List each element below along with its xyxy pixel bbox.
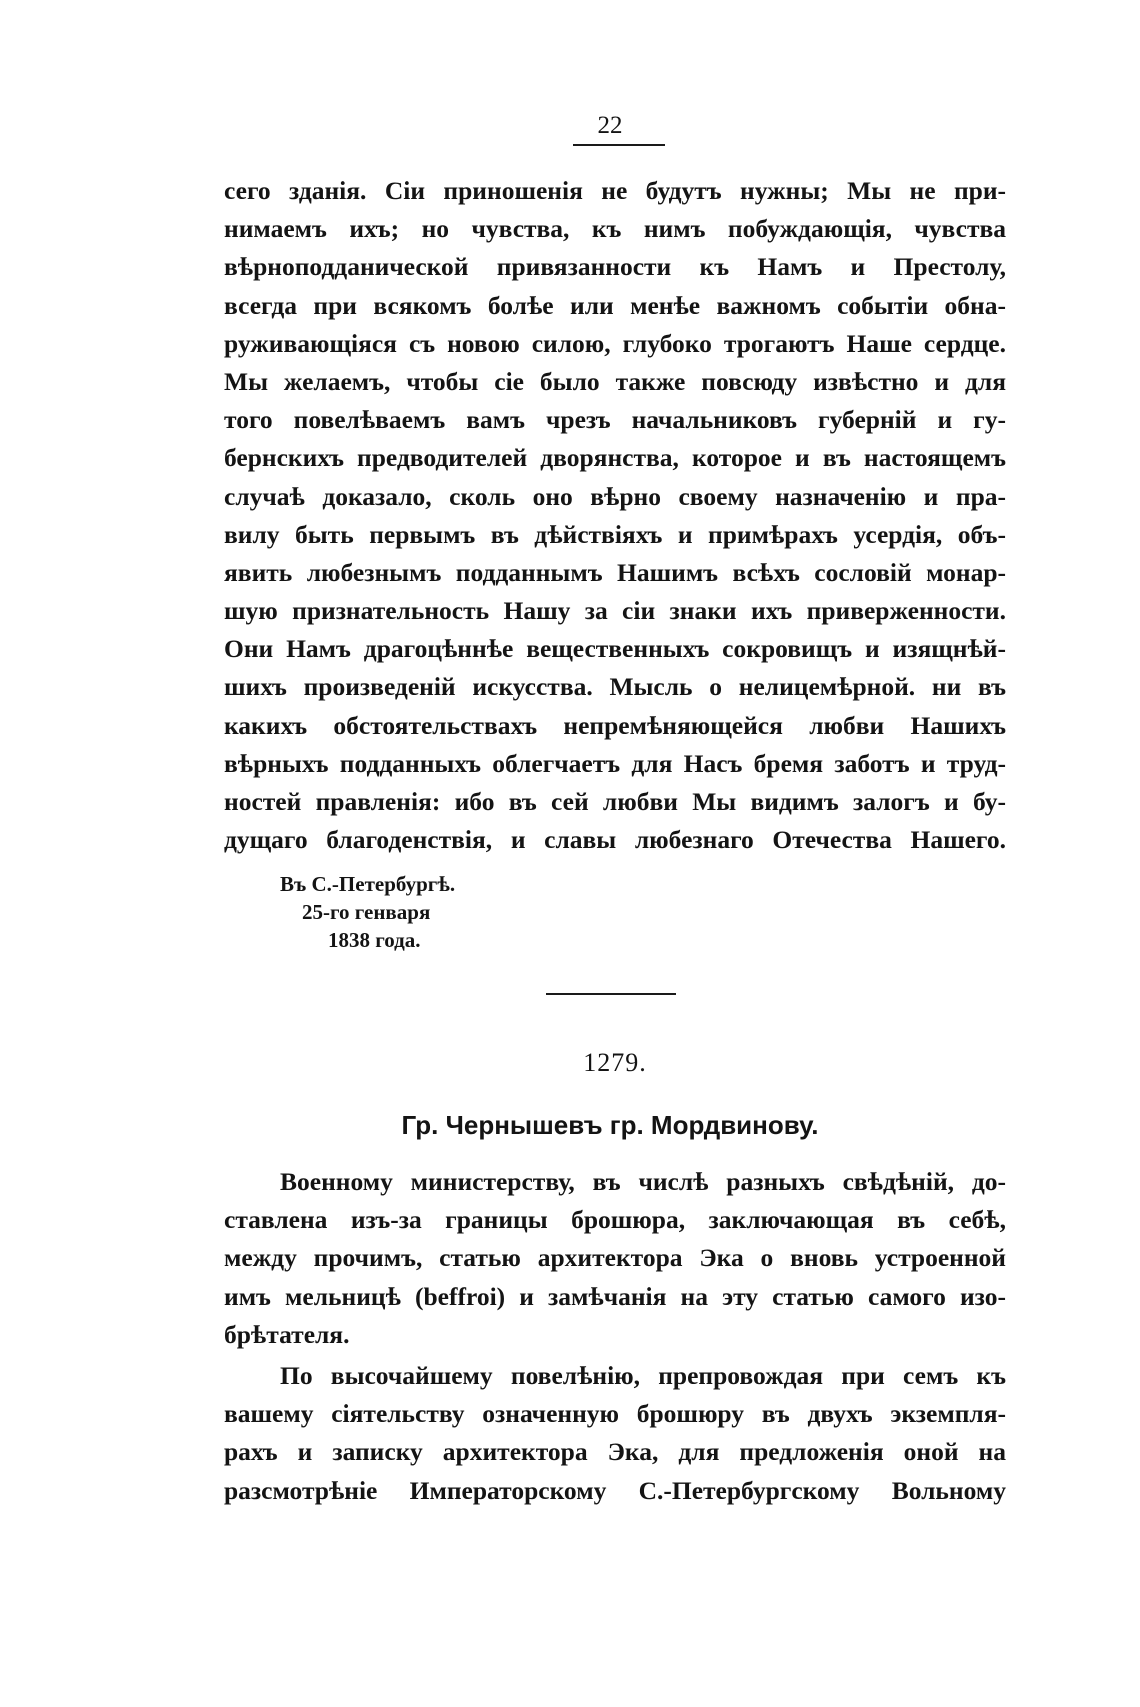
text-line: Они Намъ драгоцѣннѣе вещественныхъ сокровищъ и изящнѣй- bbox=[224, 634, 1006, 664]
text-line: явить любезнымъ подданнымъ Нашимъ всѣхъ сословій монар- bbox=[224, 557, 1006, 587]
text-line: имъ мельницѣ (beffroi) и замѣчанія на эту статью самого изо- bbox=[224, 1281, 1006, 1311]
text-line: вилу быть первымъ въ дѣйствіяхъ и примѣрахъ усердія, объ- bbox=[224, 519, 1006, 549]
letter-body-paragraph bbox=[224, 1163, 1006, 1354]
text-line: ставлена изъ-за границы брошюра, заключающая въ себѣ, bbox=[224, 1205, 1006, 1235]
letter-body-paragraph bbox=[224, 1357, 1006, 1510]
text-line: вѣрныхъ подданныхъ облегчаетъ для Насъ бремя заботъ и труд- bbox=[224, 748, 1006, 778]
text-line: дущаго благоденствія, и славы любезнаго Отечества Нашего. bbox=[224, 825, 1006, 855]
text-line: Военному министерству, въ числѣ разныхъ свѣдѣній, до- bbox=[280, 1167, 1006, 1196]
text-line: бернскихъ предводителей дворянства, которое и въ настоящемъ bbox=[224, 443, 1006, 473]
document-number: 1279. bbox=[583, 1048, 647, 1077]
text-line: руживающіяся съ новою силою, глубоко трогаютъ Наше сердце. bbox=[224, 328, 1006, 358]
text-line: шую признательность Нашу за сіи знаки ихъ приверженности. bbox=[224, 596, 1006, 626]
text-line: случаѣ доказало, сколь оно вѣрно своему назначенію и пра- bbox=[224, 481, 1006, 511]
text-line: сего зданія. Сіи приношенія не будутъ нужны; Мы не при- bbox=[224, 176, 1006, 205]
text-line: По высочайшему повелѣнію, препровождая при семъ къ bbox=[280, 1361, 1006, 1390]
section-separator bbox=[546, 993, 676, 995]
letter-body-paragraph bbox=[224, 172, 1006, 859]
text-line: разсмотрѣніе Императорскому С.-Петербургскому Вольному bbox=[224, 1475, 1006, 1505]
text-line: рахъ и записку архитектора Эка, для предложенія оной на bbox=[224, 1437, 1006, 1467]
text-line: нимаемъ ихъ; но чувства, къ нимъ побуждающія, чувства bbox=[224, 214, 1006, 244]
page-number-rule bbox=[573, 144, 665, 146]
text-line: какихъ обстоятельствахъ непремѣняющейся любви Нашихъ bbox=[224, 710, 1006, 740]
text-line: ностей правленія: ибо въ сей любви Мы видимъ залогъ и бу- bbox=[224, 787, 1006, 816]
page-number: 22 bbox=[597, 112, 623, 139]
signature-date: 25-го генваря bbox=[302, 900, 431, 924]
document-heading: Гр. Чернышевъ гр. Мордвинову. bbox=[401, 1110, 819, 1140]
text-line: Мы желаемъ, чтобы сіе было также повсюду извѣстно и для bbox=[224, 366, 1006, 396]
text-line: шихъ произведеній искусства. Мысль о нелицемѣрной. ни въ bbox=[224, 672, 1006, 702]
text-line: брѣтателя. bbox=[224, 1319, 350, 1349]
signature-block bbox=[280, 870, 455, 954]
text-line: между прочимъ, статью архитектора Эка о вновь устроенной bbox=[224, 1243, 1006, 1273]
text-line: того повелѣваемъ вамъ чрезъ начальниковъ губерній и гу- bbox=[224, 405, 1006, 435]
text-line: всегда при всякомъ болѣе или менѣе важномъ событіи обна- bbox=[224, 290, 1006, 320]
signature-year: 1838 года. bbox=[328, 928, 421, 952]
text-line: вѣрноподданической привязанности къ Намъ и Престолу, bbox=[224, 252, 1006, 282]
signature-place: Въ С.-Петербургѣ. bbox=[280, 872, 456, 896]
text-line: вашему сіятельству означенную брошюру въ двухъ экземпля- bbox=[224, 1399, 1006, 1429]
